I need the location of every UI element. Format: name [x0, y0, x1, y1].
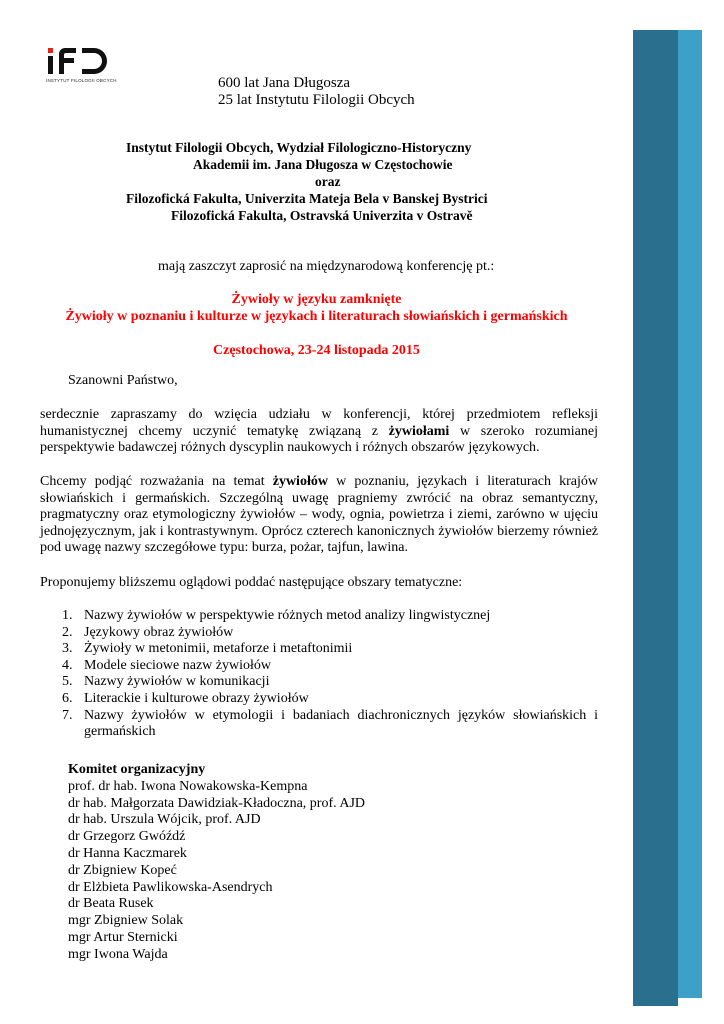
list-item-text: Nazwy żywiołów w perspektywie różnych metod analizy lingwistycznej [84, 608, 491, 623]
sidebar-dark-band [633, 30, 678, 1006]
organizer-line-5: Filozofická Fakulta, Ostravská Univerzita v Ostravě [171, 208, 473, 223]
list-item [40, 641, 598, 658]
conference-title-1: Żywioły w języku zamknięte [231, 292, 402, 307]
conference-title-2: Żywioły w poznaniu i kulturze w językach i literaturach słowiańskich i germańskich [65, 309, 568, 324]
committee-member: dr Grzegorz Gwóźdź [68, 829, 186, 845]
ifo-logo [46, 44, 126, 90]
list-item [40, 608, 598, 625]
committee-member: dr hab. Małgorzata Dawidziak-Kładoczna, prof. AJD [68, 795, 366, 811]
organizer-line-4: Filozofická Fakulta, Univerzita Mateja Bela v Banskej Bystrici [126, 191, 488, 206]
committee-member: dr hab. Urszula Wójcik, prof. AJD [68, 812, 261, 828]
logo-dot [48, 48, 53, 53]
salutation: Szanowni Państwo, [68, 373, 178, 388]
paragraph-intro-text-1: serdecznie zapraszamy do wzięcia udziału w konferencji, której przedmiotem refleksji humanistycznej chcemy uczynić tematykę związaną z [40, 407, 598, 439]
logo-caption: INSTYTUT FILOLOGII OBCYCH [46, 78, 117, 83]
logo-letter-f [59, 48, 76, 74]
paragraph-intro-bold: żywiołami [388, 423, 450, 439]
list-item-number: 5. [62, 674, 73, 690]
list-item-number: 7. [62, 707, 73, 723]
paragraph-intro-text-2: w szeroko rozumianej perspektywie badawczej różnych dyscyplin naukowych i różnych obszarów językowych. [40, 423, 598, 456]
list-item-number: 6. [62, 690, 73, 706]
topics-intro: Proponujemy bliższemu oglądowi poddać następujące obszary tematyczne: [40, 575, 463, 590]
invitation-text: mają zaszczyt zaprosić na międzynarodową konferencję pt.: [158, 259, 495, 274]
organizer-line-2: Akademii im. Jana Długosza w Częstochowie [193, 157, 453, 172]
committee-title: Komitet organizacyjny [68, 762, 206, 777]
organizer-line-1: Instytut Filologii Obcych, Wydział Filologiczno-Historyczny [126, 140, 472, 155]
list-item [40, 708, 598, 741]
paragraph-topics-bold: żywiołów [272, 474, 328, 489]
conference-place-date: Częstochowa, 23-24 listopada 2015 [213, 343, 420, 358]
committee-member: dr Elżbieta Pawlikowska-Asendrych [68, 879, 273, 895]
list-item-text: Językowy obraz żywiołów [84, 624, 234, 640]
list-item-text: Modele sieciowe nazw żywiołów [84, 657, 271, 673]
list-item [40, 658, 598, 675]
paragraph-topics-text-1: Chcemy podjąć rozważania na temat [40, 474, 273, 489]
list-item [40, 625, 598, 642]
list-item [40, 691, 598, 708]
header-anniversary-2: 25 lat Instytutu Filologii Obcych [218, 92, 415, 108]
committee-member: dr Hanna Kaczmarek [68, 845, 187, 861]
list-item-text: Nazwy żywiołów w etymologii i badaniach diachronicznych języków słowiańskich i germańskich [84, 707, 598, 740]
committee-member: mgr Zbigniew Solak [68, 913, 184, 929]
header-anniversary-1: 600 lat Jana Długosza [218, 75, 351, 91]
list-item-number: 3. [62, 641, 73, 657]
logo-letter-i [48, 56, 53, 74]
list-item-number: 2. [62, 624, 73, 640]
list-item-text: Nazwy żywiołów w komunikacji [84, 674, 270, 690]
list-item-text: Literackie i kulturowe obrazy żywiołów [84, 690, 309, 706]
committee-member: mgr Iwona Wajda [68, 946, 168, 962]
organizing-committee [68, 762, 365, 964]
list-item-number: 1. [62, 608, 73, 623]
paragraph-topics-text-2: w poznaniu, językach i literaturach krajów słowiańskich i germańskich. Szczególną uwagę pragniemy zwrócić na obraz semantyczny, pragmatyczny oraz etymologiczny żywiołów – wody, ognia, powietrza i ziemi, zarówno w ujęciu jednojęzycznym, jak i kontrastywnym. Oprócz czterech kanonicznych żywiołów bierzemy również pod uwagę nazwy szczegółowe typu: burza, pożar, tajfun, lawina. [40, 474, 598, 556]
topics-list [40, 608, 598, 741]
sidebar-light-band [678, 30, 702, 998]
committee-member: dr Zbigniew Kopeć [68, 862, 177, 878]
paragraph-topics [40, 474, 598, 557]
committee-member: dr Beata Rusek [68, 896, 154, 912]
paragraph-intro [40, 407, 598, 457]
list-item [40, 674, 598, 691]
organizer-line-3: oraz [315, 174, 341, 189]
committee-member: prof. dr hab. Iwona Nowakowska-Kempna [68, 778, 308, 794]
list-item-number: 4. [62, 657, 73, 673]
list-item-text: Żywioły w metonimii, metaforze i metaftonimii [84, 641, 353, 657]
committee-member: mgr Artur Sternicki [68, 929, 178, 945]
logo-letter-o [82, 48, 107, 74]
